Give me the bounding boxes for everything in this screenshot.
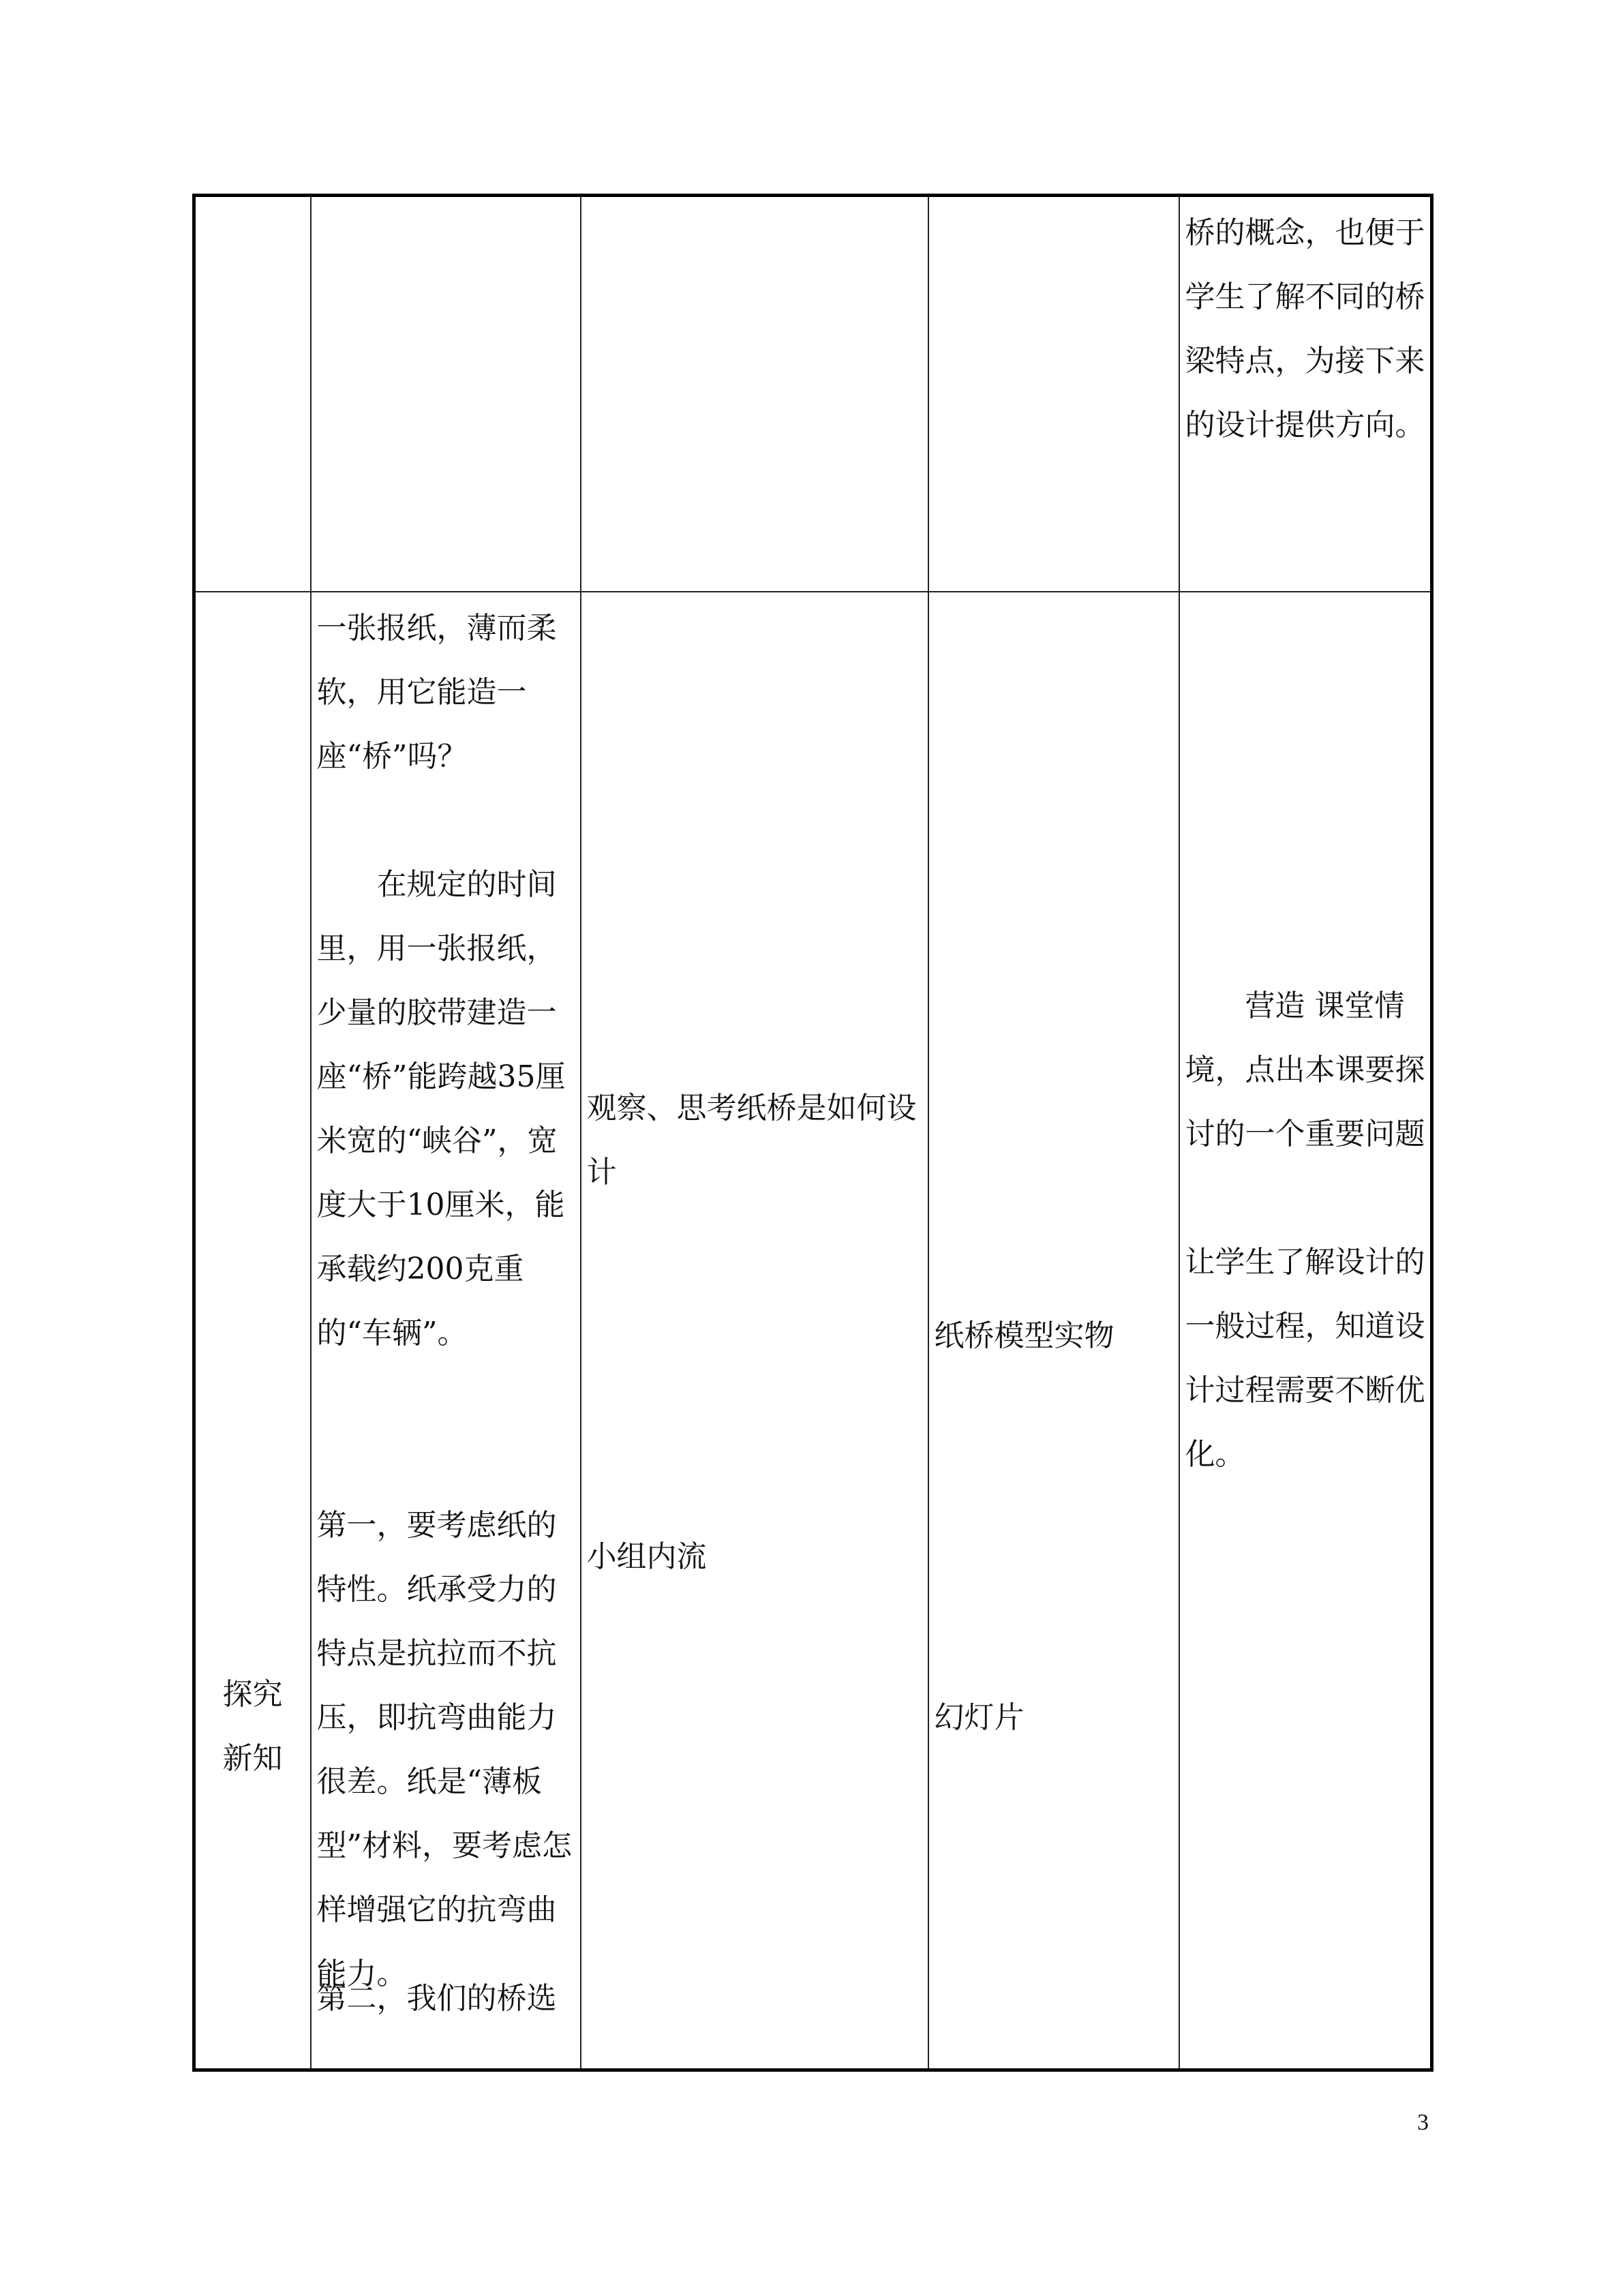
intent-design-process: 让学生了解设计的一般过程，知道设计过程需要不断优化。 — [1185, 1245, 1425, 1472]
table-row-explore — [194, 592, 1432, 2070]
stage-cell-empty — [194, 196, 311, 592]
lesson-plan-table — [192, 194, 1434, 2072]
stage-label: 探究新知 — [222, 1677, 283, 1776]
content-cell-empty — [311, 196, 581, 592]
media-cell-empty — [928, 196, 1179, 592]
intent-cell-continuation — [1179, 196, 1432, 592]
intent-cell — [1179, 592, 1432, 2070]
media-model: 纸桥模型实物 — [934, 1318, 1114, 1353]
student-activity-cell — [581, 592, 928, 2070]
media-slides: 幻灯片 — [934, 1700, 1025, 1735]
activity-cell-empty — [581, 196, 928, 592]
media-cell — [928, 592, 1179, 2070]
content-paragraph-task: 在规定的时间里，用一张报纸，少量的胶带建造一座“桥”能跨越35厘米宽的“峡谷”，宽度大于10厘米，能承载约200克重的“车辆”。 — [316, 867, 566, 1350]
table-row-continuation — [194, 196, 1432, 592]
stage-cell — [194, 592, 311, 2070]
content-cell — [311, 592, 581, 2070]
activity-observe: 观察、思考纸桥是如何设计 — [586, 1091, 917, 1190]
content-paragraph-second: 第二，我们的桥选 — [316, 1981, 557, 2016]
intent-continuation-text: 桥的概念，也便于学生了解不同的桥梁特点，为接下来的设计提供方向。 — [1185, 215, 1425, 442]
page-number: 3 — [1417, 2110, 1429, 2135]
activity-group: 小组内流 — [586, 1539, 707, 1574]
content-paragraph-first: 第一，要考虑纸的特性。纸承受力的特点是抗拉而不抗压，即抗弯曲能力很差。纸是“薄板型”材料，要考虑怎样增强它的抗弯曲能力。 — [316, 1508, 572, 1991]
content-paragraph-question: 一张报纸，薄而柔软，用它能造一座“桥”吗？ — [316, 611, 557, 774]
intent-situation: 营造 课堂情境，点出本课要探讨的一个重要问题 — [1185, 988, 1425, 1151]
